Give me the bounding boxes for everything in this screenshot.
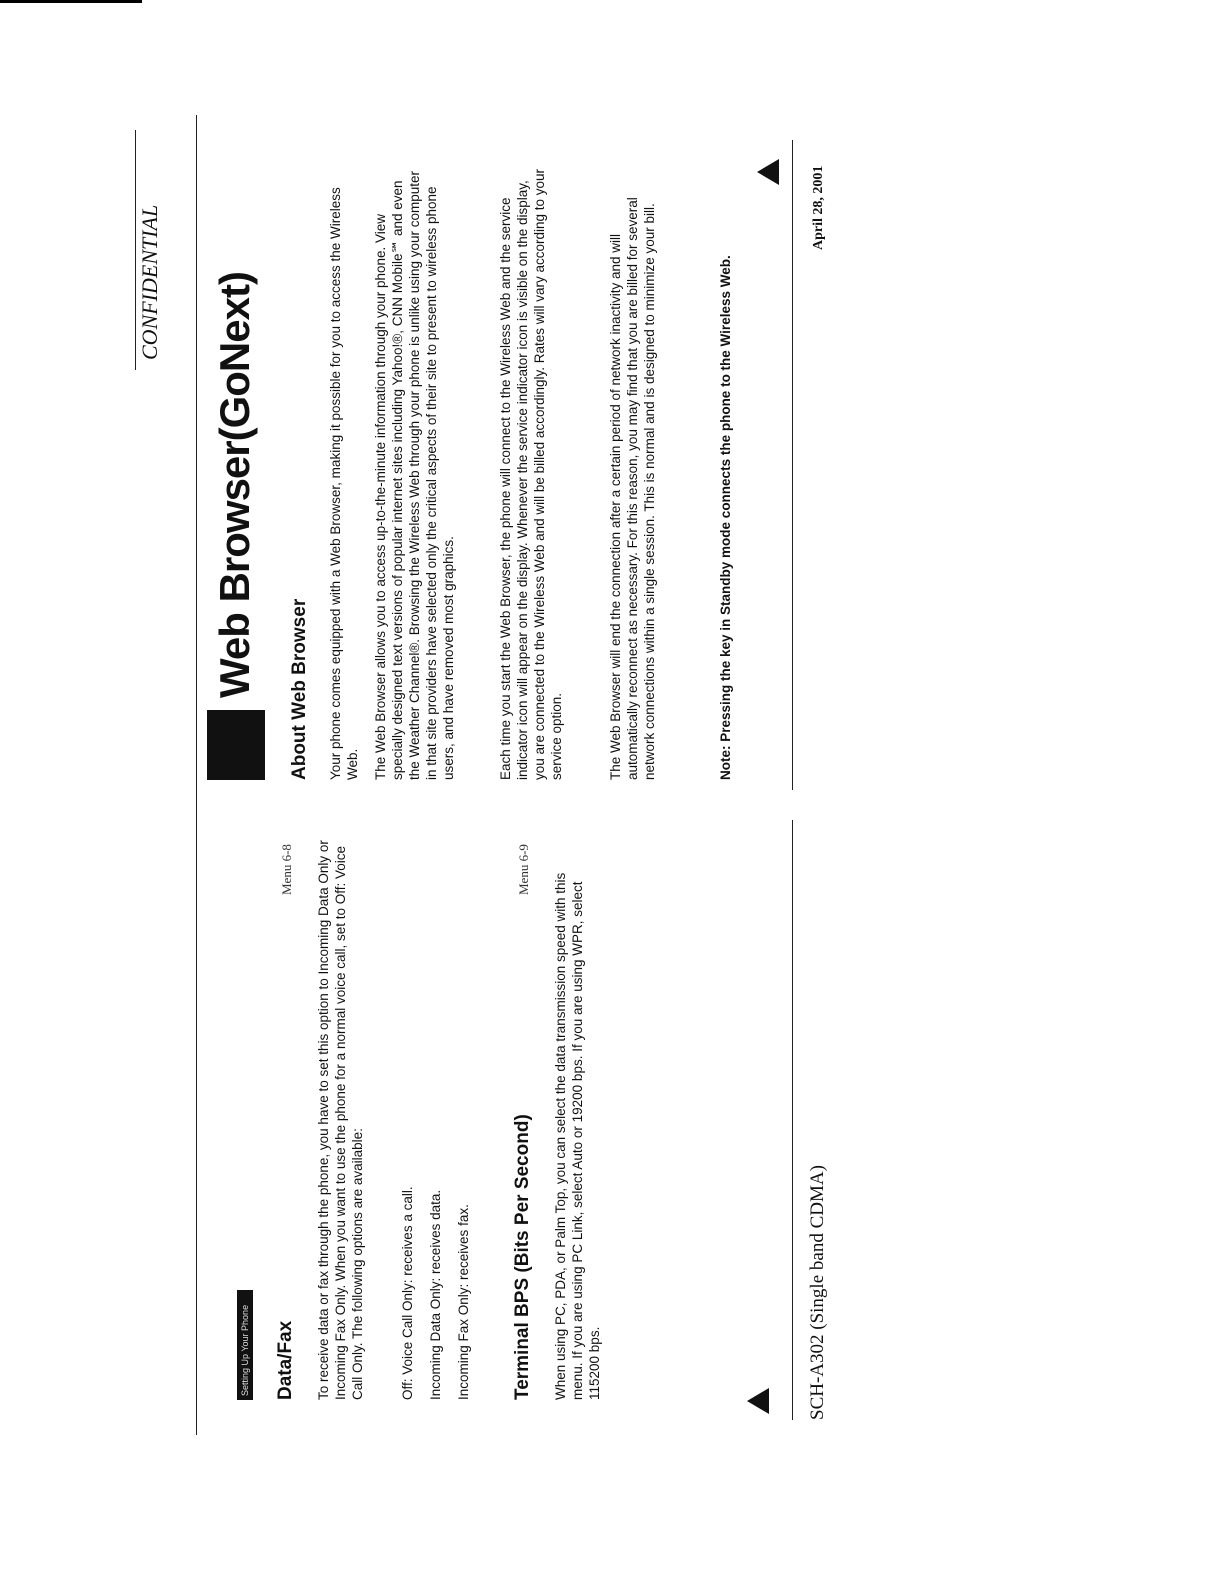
web-browser-paragraph-1: Your phone comes equipped with a Web Browser, making it possible for you to access the Wireless Web. (328, 187, 360, 780)
page-arrow-icon (757, 159, 779, 185)
confidential-label: CONFIDENTIAL (137, 204, 162, 360)
page-arrow-icon (747, 1388, 769, 1414)
terminal-bps-menu-ref: Menu 6-9 (516, 844, 531, 895)
terminal-bps-title: Terminal BPS (Bits Per Second) (512, 1114, 533, 1400)
chapter-title: Web Browser(GoNext) (211, 272, 258, 698)
data-fax-option-off: Off: Voice Call Only: receives a call. (400, 1186, 415, 1400)
confidential-rule (135, 130, 136, 370)
footer-date: April 28, 2001 (811, 165, 826, 250)
footer-model: SCH-A302 (Single band CDMA) (807, 1165, 828, 1420)
data-fax-option-data: Incoming Data Only: receives data. (428, 1189, 443, 1400)
rotated-spread (137, 124, 1117, 1420)
data-fax-title: Data/Fax (275, 1320, 296, 1400)
web-browser-note: Note: Pressing the key in Standby mode connects the phone to the Wireless Web. (718, 255, 733, 780)
web-browser-paragraph-3: Each time you start the Web Browser, the phone will connect to the Wireless Web and the service indicator icon will appear on the display. Whenever the service indicator icon is visible on the display, you are connected to the Wireless Web and will be billed accordingly. Rates will vary according to your service option. (498, 168, 564, 780)
web-browser-paragraph-2: The Web Browser allows you to access up-to-the-minute information through your phone. View specially designed text versions of popular internet sites including Yahoo!®, CNN Mobile℠ and even the Weather Channel®. Browsing the Wireless Web through your phone is unlike using your computer in that site providers have selected only the critical aspects of their site to present to wireless phone users, and have removed most graphics. (373, 170, 456, 780)
data-fax-intro: To receive data or fax through the phone, you have to set this option to Incoming Data Only or Incoming Fax Only. When you want to use the phone for a normal voice call, set to Off: Voice Call Only. The following options are available: (316, 840, 365, 1400)
about-web-browser-title: About Web Browser (289, 598, 310, 780)
top-edge-rule (0, 0, 142, 3)
web-browser-paragraph-4: The Web Browser will end the connection after a certain period of network inactivity and will automatically reconnect as necessary. For this reason, you may find that you are billed for several network connections within a single session. This is normal and is designed to minimize your bill. (608, 197, 657, 780)
left-page-bottom-rule (792, 820, 793, 1420)
right-page-bottom-rule (792, 140, 793, 790)
terminal-bps-text: When using PC, PDA, or Palm Top, you can select the data transmission speed with this menu. If you are using PC Link, select Auto or 19200 bps. If you are using WPR, select 115200 bps. (553, 872, 602, 1400)
chapter-block-icon (207, 710, 265, 780)
data-fax-menu-ref: Menu 6-8 (279, 844, 294, 895)
section-tab: Setting Up Your Phone (237, 1290, 253, 1400)
page-frame-left (196, 115, 197, 1435)
data-fax-option-fax: Incoming Fax Only: receives fax. (456, 1204, 471, 1400)
